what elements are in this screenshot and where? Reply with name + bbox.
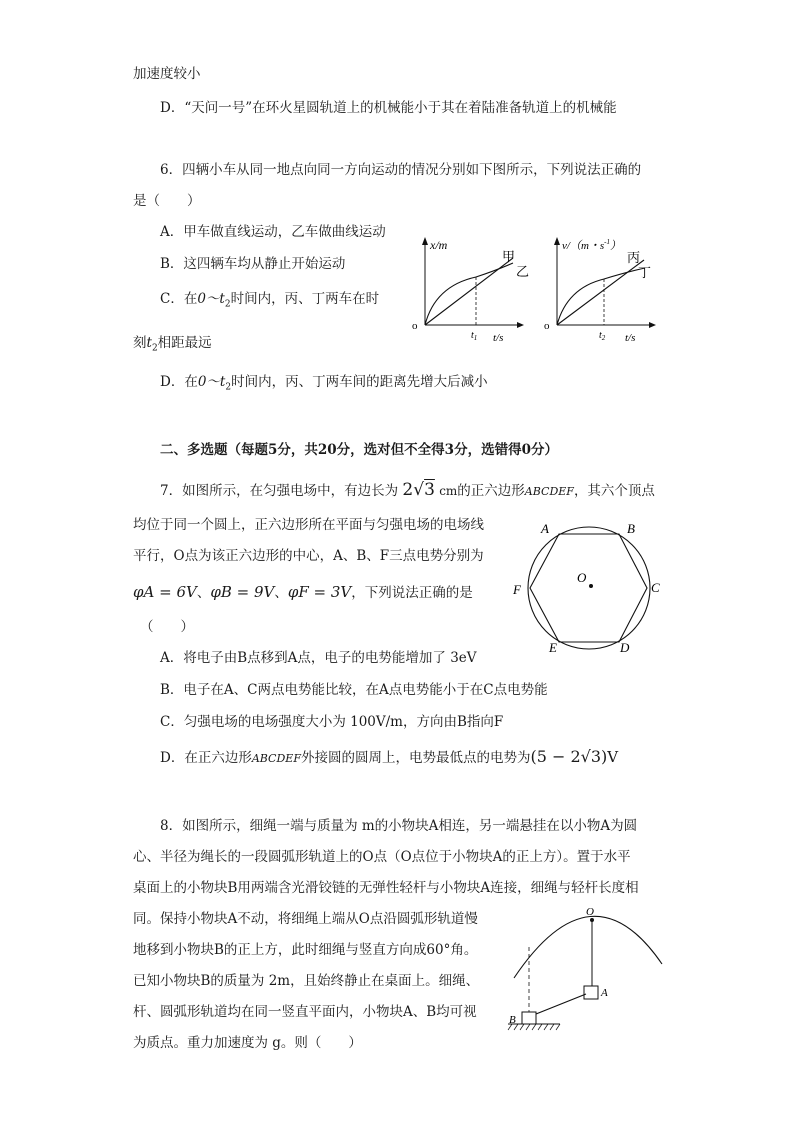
q8-stem-line7: 杆、圆弧形轨道均在同一竖直平面内，小物块A、B均可视 xyxy=(133,1004,477,1020)
vertex-label-d: D xyxy=(620,640,630,655)
q7-answer-blank: （ ） xyxy=(140,619,194,635)
vertex-label-e: E xyxy=(549,640,557,655)
label-b: B xyxy=(509,1014,516,1026)
tick-t2: $t_2$ xyxy=(599,330,606,342)
q6-option-a: A．甲车做直线运动，乙车做曲线运动 xyxy=(160,224,386,240)
q7-stem-line1: 7．如图所示，在匀强电场中，有边长为 2√3 cm的正六边形ABCDEF，其六个顶点 xyxy=(160,480,655,500)
center-point-o xyxy=(589,584,593,588)
q7-option-a: A．将电子由B点移到A点，电子的电势能增加了 3eV xyxy=(160,650,477,666)
q6-graph-xt xyxy=(405,228,535,348)
curve-bing-line xyxy=(557,260,644,325)
curve-jia-label: 甲 xyxy=(502,249,516,264)
q5-option-d: D．“天问一号”在环火星圆轨道上的机械能小于其在着陆准备轨道上的机械能 xyxy=(160,100,617,116)
q7-stem-line4: φA = 6V、φB = 9V、φF = 3V，下列说法正确的是 xyxy=(133,583,473,601)
origin-label: o xyxy=(412,320,418,332)
origin-label: o xyxy=(544,320,550,332)
tick-t1: $t_1$ xyxy=(471,330,478,342)
q8-stem-line5: 地移到小物块B的正上方，此时细绳与竖直方向成60°角。 xyxy=(133,942,478,958)
y-axis-arrow-icon xyxy=(554,237,560,245)
x-axis-arrow-icon xyxy=(649,322,656,328)
x-axis-label: t/s xyxy=(493,332,504,344)
q6-option-d: D．在$0\sim t_2$时间内，丙、丁两车间的距离先增大后减小 xyxy=(160,374,488,393)
center-label-o: O xyxy=(577,570,587,585)
q7-hexagon-figure xyxy=(505,515,675,660)
curve-ding-line xyxy=(557,268,645,325)
q6-stem-line2: 是（ ） xyxy=(133,193,201,209)
q8-arc-figure xyxy=(500,902,670,1037)
y-axis-arrow-icon xyxy=(422,237,428,245)
q8-stem-line1: 8．如图所示，细绳一端与质量为 m的小物块A相连，另一端悬挂在以小物A为圆 xyxy=(160,818,638,834)
q6-option-c: C．在$0\sim t_2$时间内，丙、丁两车在时 xyxy=(160,291,380,310)
label-o: O xyxy=(586,906,594,918)
regular-hexagon xyxy=(530,534,647,642)
vertex-label-c: C xyxy=(651,580,660,595)
q7-option-b: B．电子在A、C两点电势能比较，在A点电势能小于在C点电势能 xyxy=(160,682,548,698)
q8-stem-line4: 同。保持小物块A不动，将细绳上端从O点沿圆弧形轨道慢 xyxy=(133,911,478,927)
light-rod xyxy=(536,994,586,1014)
label-a: A xyxy=(601,987,608,999)
y-axis-label: x/m xyxy=(430,238,448,252)
vertex-label-b: B xyxy=(627,521,635,536)
q8-stem-line3: 桌面上的小物块B用两端含光滑铰链的无弹性轻杆与小物块A连接，细绳与轻杆长度相 xyxy=(133,880,639,896)
curve-yi-line xyxy=(425,263,513,325)
q6-stem-line1: 6．四辆小车从同一地点向同一方向运动的情况分别如下图所示，下列说法正确的 xyxy=(160,162,642,178)
section-2-heading: 二、多选题（每题5分，共20分，选对但不全得3分，选错得0分） xyxy=(160,442,558,458)
circumscribed-circle xyxy=(528,527,650,649)
circular-arc-track xyxy=(514,916,662,978)
q7-stem-line2: 均位于同一个圆上，正六边形所在平面与匀强电场的电场线 xyxy=(133,517,484,533)
curve-bing-label: 丙 xyxy=(627,250,641,265)
vertex-label-a: A xyxy=(541,521,549,536)
q7-option-c: C．匀强电场的电场强度大小为 100V/m，方向由B指向F xyxy=(160,714,504,730)
table-hatching xyxy=(508,1024,560,1030)
curve-yi-label: 乙 xyxy=(516,264,530,279)
q6-option-c-line2: 刻$t_2$相距最远 xyxy=(133,335,212,354)
q8-stem-line2: 心、半径为绳长的一段圆弧形轨道上的O点（O点位于小物块A的正上方）。置于水平 xyxy=(133,849,631,865)
q5-continuation: 加速度较小 xyxy=(133,66,201,82)
q8-stem-line6: 已知小物块B的质量为 2m，且始终静止在桌面上。细绳、 xyxy=(133,973,480,989)
q8-stem-line8: 为质点。重力加速度为 g。则（ ） xyxy=(133,1035,362,1051)
q6-option-b: B．这四辆车均从静止开始运动 xyxy=(160,256,346,272)
vertex-label-f: F xyxy=(513,582,521,597)
q6-graph-vt xyxy=(537,228,672,348)
curve-ding-label: 丁 xyxy=(638,265,652,280)
q7-stem-line3: 平行，O点为该正六边形的中心，A、B、F三点电势分别为 xyxy=(133,548,484,564)
x-axis-label: t/s xyxy=(625,332,636,344)
y-axis-label: v/（m・$s^{-1}$） xyxy=(562,238,622,252)
q7-option-d: D．在正六边形ABCDEF外接圆的圆周上，电势最低点的电势为(5 − 2√3)V xyxy=(160,747,619,766)
block-b xyxy=(522,1012,536,1024)
block-a xyxy=(584,986,598,999)
x-axis-arrow-icon xyxy=(517,322,524,328)
